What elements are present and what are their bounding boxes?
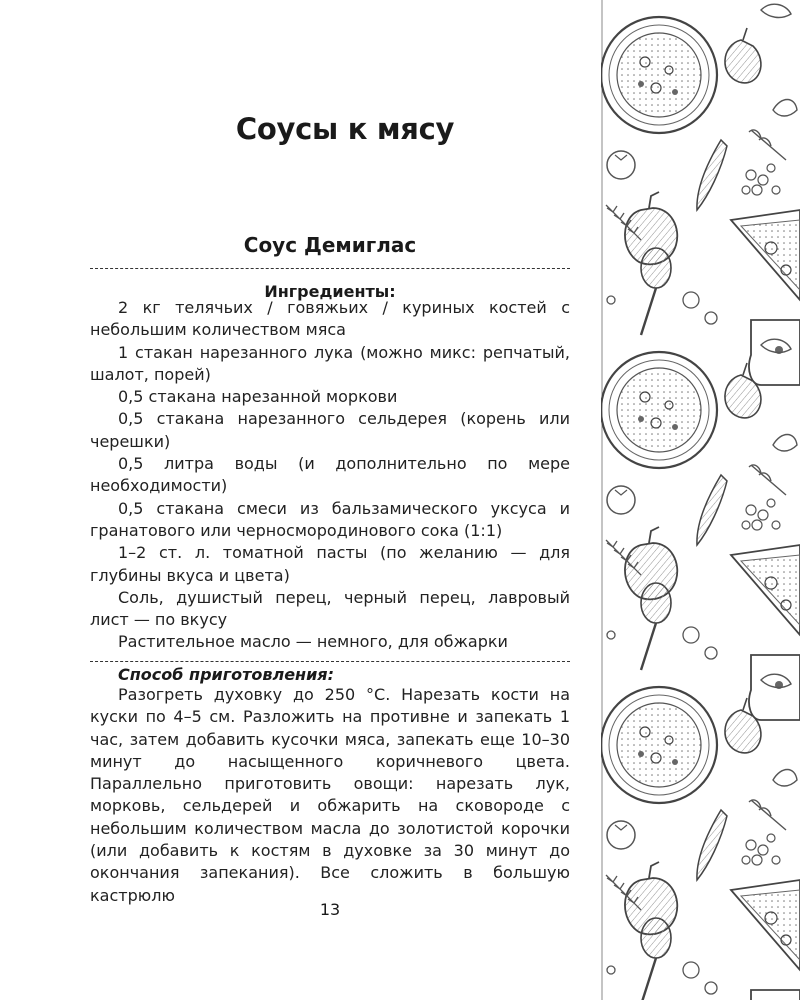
ingredient-item: 0,5 литра воды (и дополнительно по мере необходимости) <box>90 454 570 496</box>
ingredient-item: 1 стакан нарезанного лука (можно микс: репчатый, шалот, порей) <box>90 342 570 384</box>
ingredient-item: 2 кг телячьих / говяжьих / куриных костей с небольшим количеством мяса <box>90 298 570 340</box>
method-heading: Способ приготовления: <box>118 665 334 684</box>
ingredients-list <box>90 297 570 654</box>
page-number: 13 <box>319 900 341 919</box>
method-text: Разогреть духовку до 250 °C. Нарезать кости на куски по 4–5 см. Разложить на противне и запекать 1 час, затем добавить кусочки мяса, запекать еще 10–30 минут до насыщенного коричневого цвета. Параллельно приготовить овощи: нарезать лук, морковь, сельдерей и обжарить на сковороде с небольшим количеством масла до золотистой корочки (или добавить к костям в духовке за 30 минут до окончания запекания). Все сложить в большую кастрюлю <box>90 685 570 905</box>
dashed-divider <box>90 268 570 269</box>
text-column <box>90 0 570 1000</box>
chapter-title: Соусы к мясу <box>235 112 455 146</box>
ingredient-item: 0,5 стакана нарезанного сельдерея (корень или черешки) <box>90 409 570 451</box>
ingredient-item: Соль, душистый перец, черный перец, лавровый лист — по вкусу <box>90 587 570 630</box>
dashed-divider <box>90 661 570 662</box>
recipe-title: Соус Демиглас <box>243 233 417 257</box>
ingredients-heading: Ингредиенты: <box>264 282 396 301</box>
ingredient-item: 1–2 ст. л. томатной пасты (по желанию — для глубины вкуса и цвета) <box>90 543 570 585</box>
ingredient-item: 0,5 стакана смеси из бальзамического уксуса и гранатового или черносмородинового сока (1:1) <box>90 498 570 540</box>
food-illustration-border <box>601 0 800 1000</box>
ingredient-item: 0,5 стакана нарезанной моркови <box>118 387 398 407</box>
ingredient-item: Растительное масло — немного, для обжарки <box>118 632 508 652</box>
